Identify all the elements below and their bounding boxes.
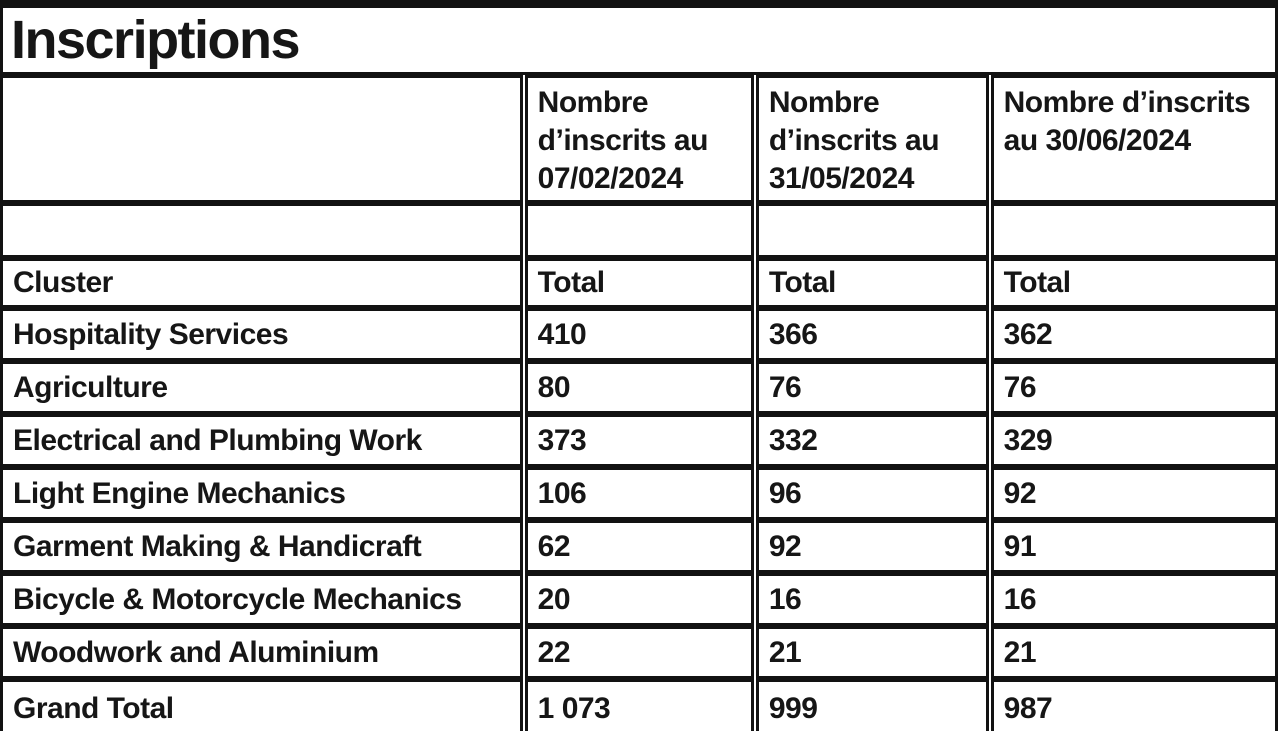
cluster-name-cell: Light Engine Mechanics — [0, 467, 523, 520]
value-cell: 362 — [991, 308, 1278, 361]
table-row — [0, 467, 1278, 520]
value-cell: 999 — [756, 679, 989, 731]
spacer-row — [0, 203, 1278, 258]
value-cell: 16 — [991, 573, 1278, 626]
value-cell: 76 — [991, 361, 1278, 414]
table-row — [0, 308, 1278, 361]
value-cell: 92 — [756, 520, 989, 573]
value-cell: 373 — [525, 414, 754, 467]
page-title: Inscriptions — [0, 0, 1278, 75]
column-header-date2: Nombre d’inscrits au 31/05/2024 — [756, 75, 989, 203]
value-cell: 329 — [991, 414, 1278, 467]
subheader-row — [0, 258, 1278, 308]
value-cell: 62 — [525, 520, 754, 573]
table-row — [0, 414, 1278, 467]
table-body — [0, 308, 1278, 731]
spacer-cell — [756, 203, 989, 258]
table-row — [0, 520, 1278, 573]
cluster-name-cell: Grand Total — [0, 679, 523, 731]
value-cell: 96 — [756, 467, 989, 520]
cluster-name-cell: Agriculture — [0, 361, 523, 414]
value-cell: 16 — [756, 573, 989, 626]
spacer-cell — [991, 203, 1278, 258]
value-cell: 366 — [756, 308, 989, 361]
value-cell: 21 — [756, 626, 989, 679]
cluster-name-cell: Hospitality Services — [0, 308, 523, 361]
value-cell: 92 — [991, 467, 1278, 520]
table-head — [0, 0, 1278, 308]
value-cell: 91 — [991, 520, 1278, 573]
value-cell: 332 — [756, 414, 989, 467]
table-row — [0, 626, 1278, 679]
total-header-cell: Total — [525, 258, 754, 308]
table-row — [0, 573, 1278, 626]
value-cell: 410 — [525, 308, 754, 361]
column-header-date1: Nombre d’inscrits au 07/02/2024 — [525, 75, 754, 203]
cluster-name-cell: Electrical and Plumbing Work — [0, 414, 523, 467]
title-row — [0, 0, 1278, 75]
cluster-name-cell: Garment Making & Handicraft — [0, 520, 523, 573]
cluster-header-cell: Cluster — [0, 258, 523, 308]
value-cell: 22 — [525, 626, 754, 679]
table-row — [0, 361, 1278, 414]
corner-cell — [0, 75, 523, 203]
value-cell: 80 — [525, 361, 754, 414]
value-cell: 76 — [756, 361, 989, 414]
value-cell: 20 — [525, 573, 754, 626]
spacer-cell — [0, 203, 523, 258]
value-cell: 21 — [991, 626, 1278, 679]
spacer-cell — [525, 203, 754, 258]
total-header-cell: Total — [991, 258, 1278, 308]
value-cell: 106 — [525, 467, 754, 520]
column-header-row — [0, 75, 1278, 203]
value-cell: 987 — [991, 679, 1278, 731]
cluster-name-cell: Woodwork and Aluminium — [0, 626, 523, 679]
column-header-date3: Nombre d’inscrits au 30/06/2024 — [991, 75, 1278, 203]
total-header-cell: Total — [756, 258, 989, 308]
grand-total-row — [0, 679, 1278, 731]
cluster-name-cell: Bicycle & Motorcycle Mechanics — [0, 573, 523, 626]
value-cell: 1 073 — [525, 679, 754, 731]
